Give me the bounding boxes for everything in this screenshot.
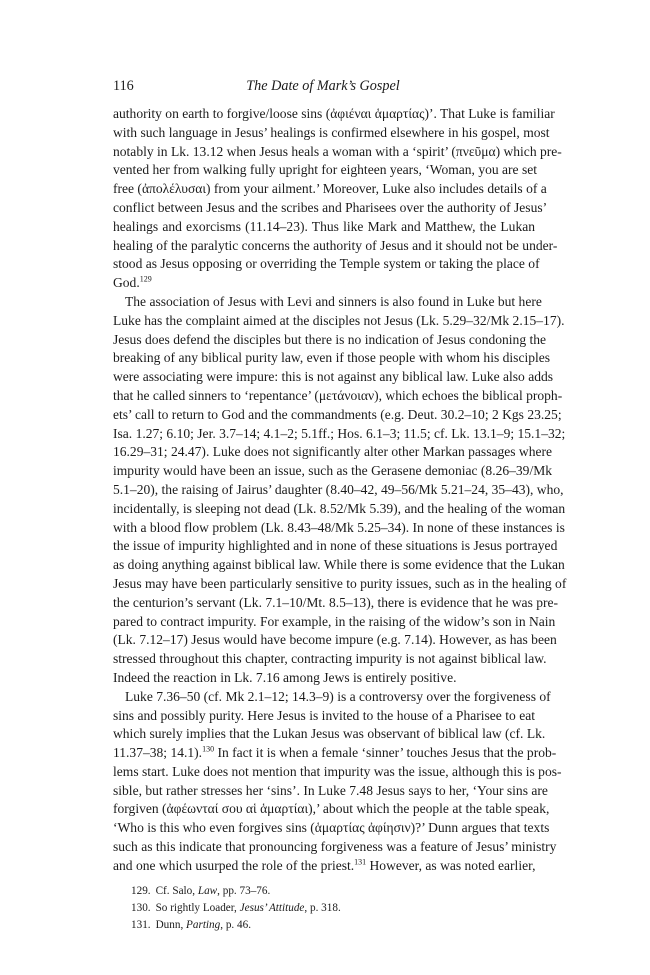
text-line: were associating were impure: this is not against any biblical law. Luke also adds [113,369,554,385]
text-line: as doing anything against biblical law. While there is some evidence that the Lukan [113,557,565,573]
text-line: stressed throughout this chapter, contracting impurity is not against biblical law. [113,651,547,667]
text-line: free (ἀπολέλυσαι) from your ailment.’ Moreover, Luke also includes details of a [113,181,547,197]
text-line: the centurion’s servant (Lk. 7.1–10/Mt. 8.5–13), there is evidence that he was pre- [113,594,559,610]
paragraph-1 [113,105,562,293]
cited-title: Jesus’ Attitude [239,902,305,914]
footnote-text-run: Dunn, [155,919,187,931]
text-line: ‘Who is this who even forgives sins (ἁμαρτίας ἀφίησιν)?’ Dunn argues that texts [113,820,550,836]
footnote-129 [113,883,535,900]
text-line [113,274,535,293]
footnote-131 [113,917,535,934]
paragraph-2 [113,293,567,688]
text-line: pared to contract impurity. For example, in the raising of the widow’s son in Nain [113,613,556,629]
footnote-number: 131. [131,919,151,931]
text-line: 5.1–20), the raising of Jairus’ daughter (8.40–42, 49–56/Mk 5.21–24, 35–43), who, [113,481,564,497]
footnote-ref-131[interactable]: 131 [354,857,367,867]
cited-title: Law [197,885,218,897]
page-number: 116 [113,78,134,94]
text-line: such as this indicate that pronouncing forgiveness was a feature of Jesus’ ministry [113,839,557,855]
footnote-ref-129[interactable]: 129 [139,274,152,284]
text-line: the issue of impurity highlighted and in none of these situations is Jesus portrayed [113,538,558,554]
footnote-text-run: , p. 46. [220,919,251,931]
footnote-text-run: , pp. 73–76. [217,885,271,897]
text-line: Luke has the complaint aimed at the disciples not Jesus (Lk. 5.29–32/Mk 2.15–17). [113,312,565,328]
text-line: that he called sinners to ‘repentance’ (μετάνοιαν), which echoes the biblical proph- [113,387,563,403]
text-line: ets’ call to return to God and the commandments (e.g. Deut. 30.2–10; 2 Kgs 23.25; [113,406,562,422]
text-line: breaking of any biblical purity law, even if those people with whom his disciples [113,350,551,366]
text-line: sible, but rather stresses her ‘sins’. In Luke 7.48 Jesus says to her, ‘Your sins are [113,782,548,798]
text-line: Isa. 1.27; 6.10; Jer. 3.7–14; 4.1–2; 5.1ff.; Hos. 6.1–3; 11.5; cf. Lk. 13.1–9; 15.1–32; [113,425,566,441]
text-line: with a blood flow problem (Lk. 8.43–48/Mk 5.25–34). In none of these instances is [113,519,565,535]
text-run: In fact it is when a female ‘sinner’ touches Jesus that the prob- [214,745,557,761]
text-line: notably in Lk. 13.12 when Jesus heals a woman with a ‘spirit’ (πνεῦμα) which pre- [113,143,562,159]
footnote-ref-130[interactable]: 130 [202,744,215,754]
text-line: healings and exorcisms (11.14–23). Thus like Mark and Matthew, the Lukan [113,218,535,234]
footnotes [113,883,535,934]
footnote-text-run: Cf. Salo, [155,885,198,897]
text-line: The association of Jesus with Levi and sinners is also found in Luke but here [125,293,542,309]
text-run: God. [113,275,140,291]
footnote-number: 129. [131,885,151,897]
text-line: forgiven (ἀφέωνταί σου αἱ ἁμαρτίαι),’ about which the people at the table speak, [113,801,550,817]
text-line [113,744,557,763]
text-run: 11.37–38; 14.1). [113,745,203,761]
footnote-text-run: , p. 318. [304,902,341,914]
text-line: which surely implies that the Lukan Jesus was observant of biblical law (cf. Lk. [113,726,546,742]
text-line: stood as Jesus opposing or overriding the Temple system or taking the place of [113,256,540,272]
text-line: Jesus does defend the disciples but there is no indication of Jesus condoning the [113,331,547,347]
running-title: The Date of Mark’s Gospel [246,78,400,94]
running-head [113,76,533,96]
footnote-130 [113,900,535,917]
text-line: Jesus may have been particularly sensitive to purity issues, such as in the healing of [113,575,567,591]
text-line: incidentally, is sleeping not dead (Lk. 8.52/Mk 5.39), and the healing of the woman [113,500,566,516]
text-run: and one which usurped the role of the priest. [113,857,355,873]
text-run: However, as was noted earlier, [366,857,536,873]
footnote-text [156,902,341,914]
footnote-text [156,885,271,897]
footnote-text-run: So rightly Loader, [155,902,240,914]
text-line: Luke 7.36–50 (cf. Mk 2.1–12; 14.3–9) is a controversy over the forgiveness of [125,688,551,704]
text-line: (Lk. 7.12–17) Jesus would have become impure (e.g. 7.14). However, as has been [113,632,557,648]
text-line: authority on earth to forgive/loose sins (ἀφιέναι ἁμαρτίας)’. That Luke is familiar [113,106,555,121]
text-line: conflict between Jesus and the scribes and Pharisees over the authority of Jesus’ [113,199,548,215]
text-line: sins and possibly purity. Here Jesus is invited to the house of a Pharisee to eat [113,707,535,723]
footnote-text [156,919,251,931]
text-line: lems start. Luke does not mention that impurity was the issue, although this is pos- [113,763,562,779]
body-text [113,105,567,876]
text-line: 16.29–31; 24.47). Luke does not significantly alter other Markan passages where [113,444,553,460]
text-line: healing of the paralytic concerns the authority of Jesus and it should not be under- [113,237,558,253]
footnote-number: 130. [131,902,151,914]
text-line [113,857,535,876]
cited-title: Parting [186,919,221,931]
paragraph-3 [113,688,562,876]
text-line: Indeed the reaction in Lk. 7.16 among Jews is entirely positive. [113,669,457,685]
text-line: vented her from walking fully upright for eighteen years, ‘Woman, you are set [113,162,537,178]
text-line: with such language in Jesus’ healings is confirmed elsewhere in his gospel, most [113,124,550,140]
text-line: impurity would have been an issue, such as the Gerasene demoniac (8.26–39/Mk [113,463,553,479]
